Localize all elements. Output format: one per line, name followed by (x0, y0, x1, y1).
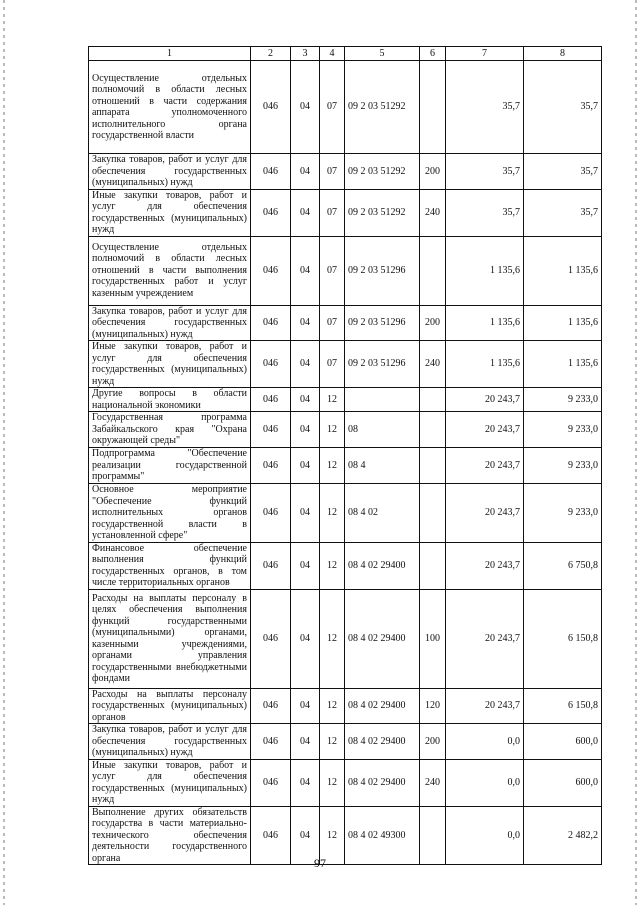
col-header: 2 (251, 47, 291, 61)
row-amount-2: 1 135,6 (524, 341, 602, 388)
row-subsection: 12 (320, 388, 345, 412)
scan-edge-right (635, 0, 637, 905)
row-admin-code: 046 (251, 388, 291, 412)
row-amount-2: 6 150,8 (524, 589, 602, 688)
row-section: 04 (291, 412, 320, 448)
row-amount-1: 1 135,6 (446, 341, 524, 388)
row-admin-code: 046 (251, 806, 291, 865)
row-admin-code: 046 (251, 412, 291, 448)
row-name: Иные закупки товаров, работ и услуг для обеспечения государственных (муниципальных) нужд (89, 189, 251, 236)
row-section: 04 (291, 341, 320, 388)
row-section: 04 (291, 759, 320, 806)
row-expense-type (420, 236, 446, 305)
row-admin-code: 046 (251, 448, 291, 484)
row-section: 04 (291, 154, 320, 190)
row-expense-type: 200 (420, 154, 446, 190)
table-row (89, 688, 602, 724)
table-row (89, 448, 602, 484)
row-amount-2: 600,0 (524, 759, 602, 806)
row-name: Основное мероприятие "Обеспечение функций исполнительных органов государственной власти в установленной сфере" (89, 484, 251, 543)
row-subsection: 12 (320, 484, 345, 543)
row-name: Осуществление отдельных полномочий в области лесных отношений в части содержания аппарата уполномоченного исполнительного органа государственной власти (89, 61, 251, 154)
row-subsection: 07 (320, 305, 345, 341)
row-amount-1: 20 243,7 (446, 484, 524, 543)
table-row (89, 236, 602, 305)
row-name: Закупка товаров, работ и услуг для обеспечения государственных (муниципальных) нужд (89, 724, 251, 760)
row-target-code (345, 388, 420, 412)
row-amount-2: 1 135,6 (524, 236, 602, 305)
row-amount-1: 1 135,6 (446, 305, 524, 341)
table-row (89, 724, 602, 760)
row-target-code: 08 4 (345, 448, 420, 484)
col-header: 8 (524, 47, 602, 61)
row-section: 04 (291, 724, 320, 760)
scan-edge-left (3, 0, 5, 905)
row-section: 04 (291, 305, 320, 341)
row-subsection: 12 (320, 412, 345, 448)
row-section: 04 (291, 236, 320, 305)
header-row (89, 47, 602, 61)
row-target-code: 09 2 03 51292 (345, 154, 420, 190)
row-name: Закупка товаров, работ и услуг для обеспечения государственных (муниципальных) нужд (89, 305, 251, 341)
row-subsection: 07 (320, 189, 345, 236)
row-expense-type (420, 61, 446, 154)
row-name: Закупка товаров, работ и услуг для обеспечения государственных (муниципальных) нужд (89, 154, 251, 190)
row-section: 04 (291, 189, 320, 236)
row-section: 04 (291, 484, 320, 543)
table-row (89, 412, 602, 448)
row-expense-type: 240 (420, 189, 446, 236)
row-amount-2: 1 135,6 (524, 305, 602, 341)
row-target-code: 08 4 02 49300 (345, 806, 420, 865)
row-section: 04 (291, 448, 320, 484)
row-name: Иные закупки товаров, работ и услуг для обеспечения государственных (муниципальных) нужд (89, 341, 251, 388)
table-row (89, 189, 602, 236)
row-admin-code: 046 (251, 341, 291, 388)
row-target-code: 09 2 03 51296 (345, 305, 420, 341)
row-amount-1: 35,7 (446, 154, 524, 190)
row-expense-type: 240 (420, 341, 446, 388)
row-subsection: 07 (320, 236, 345, 305)
row-target-code: 09 2 03 51296 (345, 341, 420, 388)
row-admin-code: 046 (251, 759, 291, 806)
row-amount-2: 2 482,2 (524, 806, 602, 865)
row-amount-1: 20 243,7 (446, 388, 524, 412)
row-amount-1: 35,7 (446, 61, 524, 154)
row-subsection: 07 (320, 341, 345, 388)
table-row (89, 341, 602, 388)
row-amount-2: 6 750,8 (524, 542, 602, 589)
row-section: 04 (291, 589, 320, 688)
row-expense-type (420, 484, 446, 543)
row-admin-code: 046 (251, 688, 291, 724)
row-subsection: 12 (320, 806, 345, 865)
row-name: Финансовое обеспечение выполнения функций государственных органов, в том числе территориальных органов (89, 542, 251, 589)
row-section: 04 (291, 688, 320, 724)
row-amount-1: 20 243,7 (446, 688, 524, 724)
row-target-code: 08 4 02 (345, 484, 420, 543)
row-target-code: 09 2 03 51292 (345, 61, 420, 154)
row-amount-2: 9 233,0 (524, 412, 602, 448)
row-amount-1: 0,0 (446, 724, 524, 760)
row-amount-1: 0,0 (446, 759, 524, 806)
budget-table (88, 46, 602, 865)
row-expense-type (420, 542, 446, 589)
table-row (89, 61, 602, 154)
row-subsection: 12 (320, 724, 345, 760)
row-admin-code: 046 (251, 61, 291, 154)
table-row (89, 154, 602, 190)
row-expense-type: 200 (420, 305, 446, 341)
row-target-code: 09 2 03 51296 (345, 236, 420, 305)
row-amount-1: 0,0 (446, 806, 524, 865)
row-admin-code: 046 (251, 236, 291, 305)
row-name: Другие вопросы в области национальной экономики (89, 388, 251, 412)
table-row (89, 589, 602, 688)
row-amount-2: 6 150,8 (524, 688, 602, 724)
col-header: 6 (420, 47, 446, 61)
row-admin-code: 046 (251, 589, 291, 688)
table-row (89, 759, 602, 806)
row-expense-type: 120 (420, 688, 446, 724)
row-amount-2: 600,0 (524, 724, 602, 760)
row-amount-1: 1 135,6 (446, 236, 524, 305)
row-section: 04 (291, 542, 320, 589)
col-header: 5 (345, 47, 420, 61)
row-admin-code: 046 (251, 542, 291, 589)
row-amount-1: 20 243,7 (446, 412, 524, 448)
row-subsection: 12 (320, 759, 345, 806)
row-subsection: 12 (320, 589, 345, 688)
row-target-code: 08 4 02 29400 (345, 688, 420, 724)
row-amount-1: 20 243,7 (446, 589, 524, 688)
row-name: Расходы на выплаты персоналу в целях обеспечения выполнения функций государственными (муниципальными) органами, казенными учреждениями, органами управления государственными внебюджетными фондами (89, 589, 251, 688)
row-name: Выполнение других обязательств государства в части материально-технического обеспечения деятельности государственного органа (89, 806, 251, 865)
row-amount-2: 9 233,0 (524, 448, 602, 484)
page-number: 97 (314, 856, 326, 870)
table-body (89, 61, 602, 865)
row-target-code: 08 (345, 412, 420, 448)
row-name: Расходы на выплаты персоналу государственных (муниципальных) органов (89, 688, 251, 724)
table-row (89, 305, 602, 341)
row-subsection: 12 (320, 448, 345, 484)
row-admin-code: 046 (251, 305, 291, 341)
col-header: 3 (291, 47, 320, 61)
row-admin-code: 046 (251, 189, 291, 236)
row-admin-code: 046 (251, 724, 291, 760)
table-row (89, 542, 602, 589)
row-section: 04 (291, 61, 320, 154)
row-expense-type (420, 388, 446, 412)
row-admin-code: 046 (251, 154, 291, 190)
col-header: 1 (89, 47, 251, 61)
row-target-code: 08 4 02 29400 (345, 724, 420, 760)
row-amount-2: 35,7 (524, 189, 602, 236)
col-header: 4 (320, 47, 345, 61)
col-header: 7 (446, 47, 524, 61)
row-target-code: 08 4 02 29400 (345, 542, 420, 589)
row-expense-type: 100 (420, 589, 446, 688)
row-name: Подпрограмма "Обеспечение реализации государственной программы" (89, 448, 251, 484)
row-name: Иные закупки товаров, работ и услуг для обеспечения государственных (муниципальных) нужд (89, 759, 251, 806)
row-target-code: 08 4 02 29400 (345, 759, 420, 806)
row-amount-2: 9 233,0 (524, 484, 602, 543)
row-subsection: 07 (320, 154, 345, 190)
row-subsection: 12 (320, 542, 345, 589)
row-subsection: 12 (320, 688, 345, 724)
row-subsection: 07 (320, 61, 345, 154)
row-amount-2: 9 233,0 (524, 388, 602, 412)
row-amount-2: 35,7 (524, 61, 602, 154)
row-amount-1: 20 243,7 (446, 542, 524, 589)
row-target-code: 08 4 02 29400 (345, 589, 420, 688)
row-section: 04 (291, 388, 320, 412)
row-target-code: 09 2 03 51292 (345, 189, 420, 236)
row-name: Осуществление отдельных полномочий в области лесных отношений в части выполнения государственных работ и услуг казенным учреждением (89, 236, 251, 305)
table-row (89, 388, 602, 412)
row-expense-type: 200 (420, 724, 446, 760)
row-admin-code: 046 (251, 484, 291, 543)
row-expense-type (420, 448, 446, 484)
table-row (89, 484, 602, 543)
row-amount-2: 35,7 (524, 154, 602, 190)
row-amount-1: 35,7 (446, 189, 524, 236)
row-expense-type: 240 (420, 759, 446, 806)
row-expense-type (420, 412, 446, 448)
row-amount-1: 20 243,7 (446, 448, 524, 484)
row-name: Государственная программа Забайкальского края "Охрана окружающей среды" (89, 412, 251, 448)
row-section: 04 (291, 806, 320, 865)
